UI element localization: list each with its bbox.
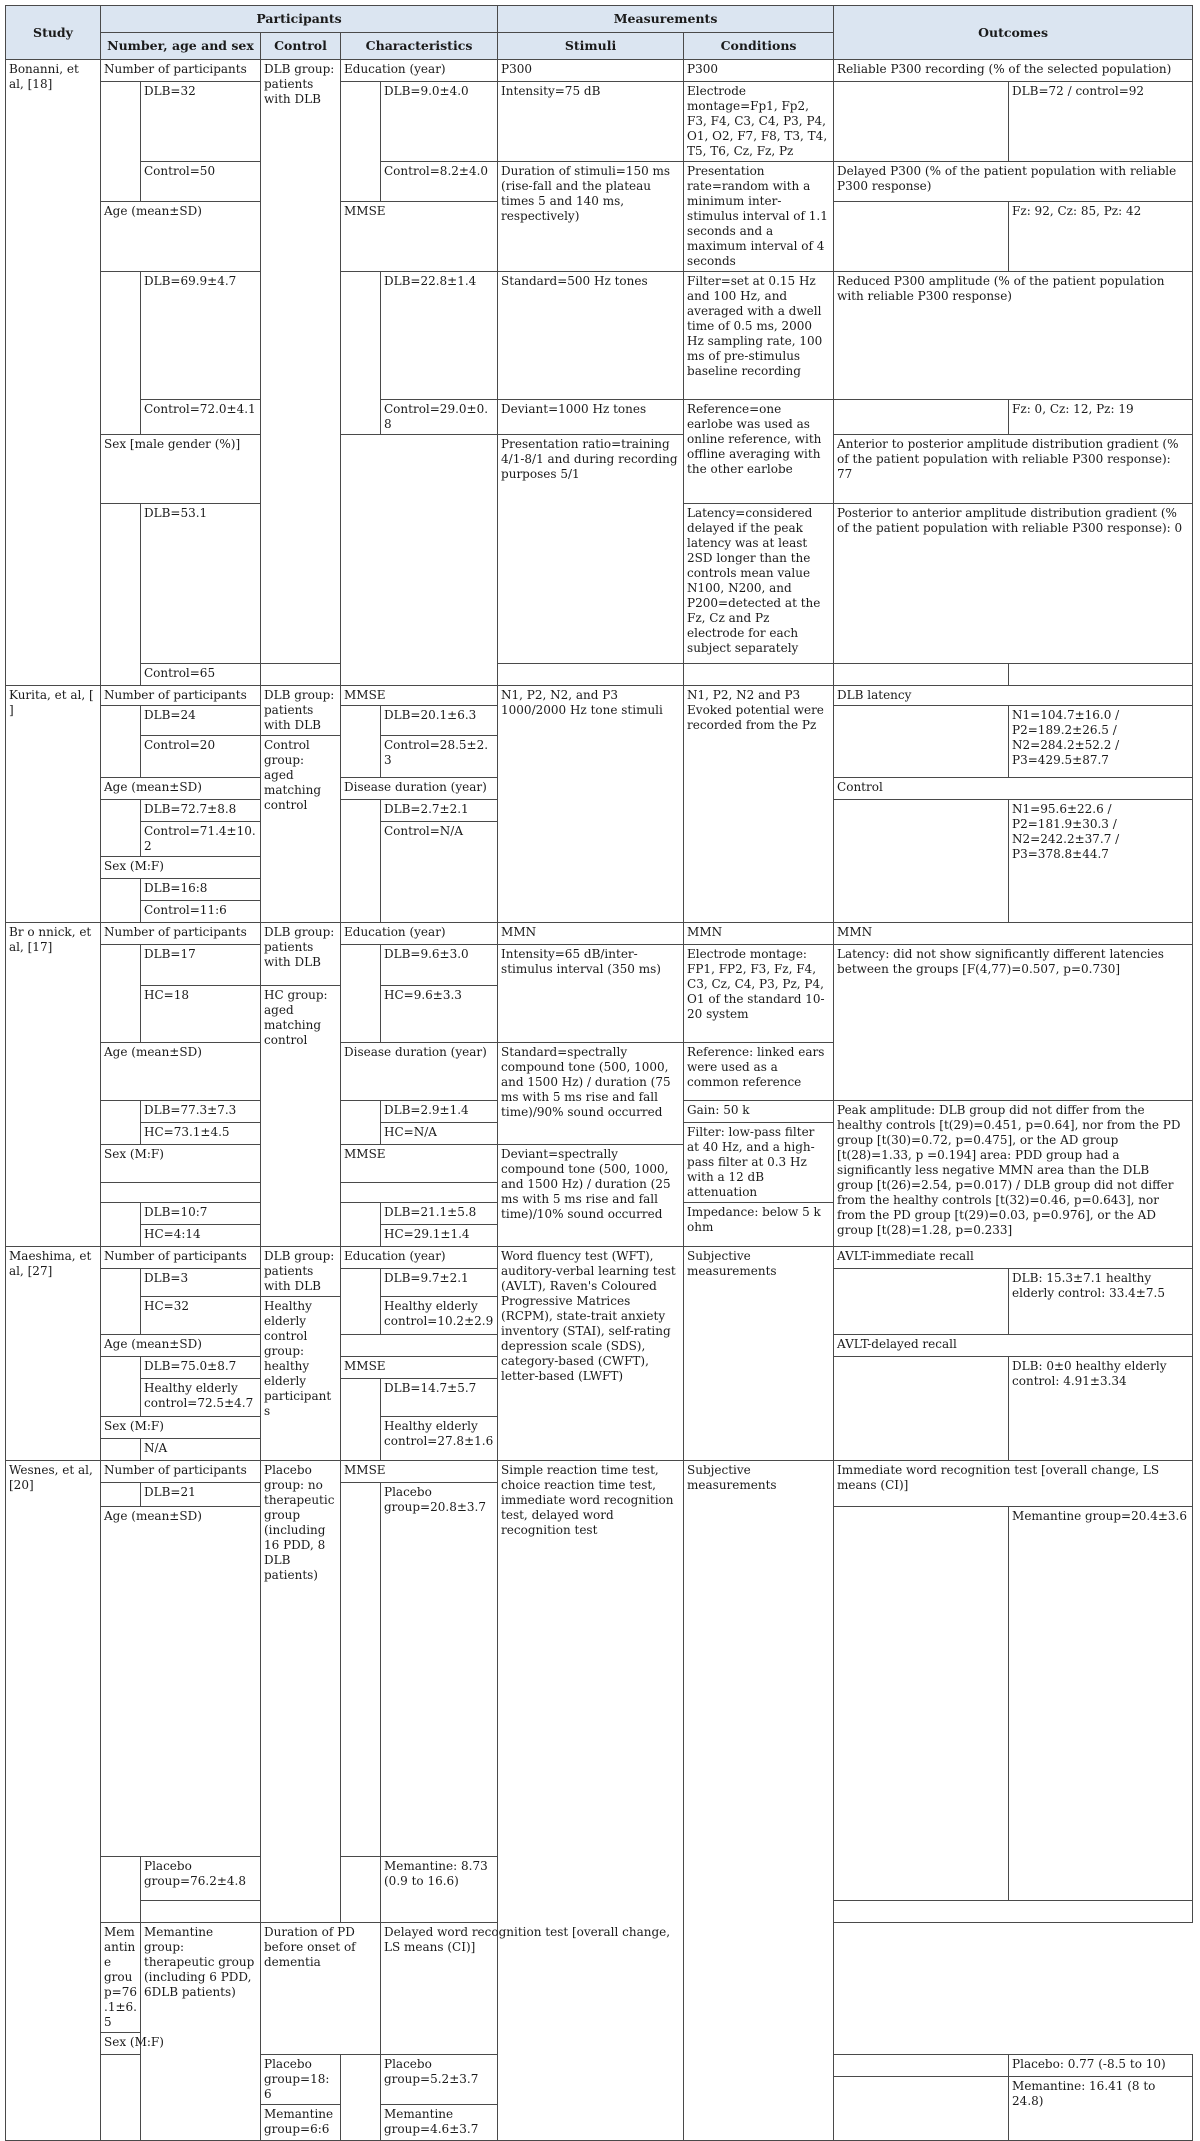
characteristics-cell: Education (year) <box>341 923 498 945</box>
characteristics-value: DLB=14.7±5.7 <box>381 1379 498 1417</box>
participants-cell: Number of participants <box>101 60 261 82</box>
participants-value: N/A <box>141 1439 261 1461</box>
characteristics-empty <box>834 1901 1193 1923</box>
participants-value: Control=65 <box>141 664 261 686</box>
control-cell: DLB group: patients with DLB <box>261 686 341 736</box>
participants-value: Memantine group=6:6 <box>261 2105 341 2141</box>
study-cell: Bonanni, et al, [18] <box>6 60 101 686</box>
header-number-age-sex: Number, age and sex <box>101 33 261 60</box>
indent-cell <box>101 82 141 202</box>
characteristics-value: HC=9.6±3.3 <box>381 986 498 1043</box>
conditions-empty <box>684 664 834 686</box>
indent-cell <box>101 1357 141 1417</box>
characteristics-value: DLB=9.0±4.0 <box>381 82 498 162</box>
indent-cell <box>101 1269 141 1335</box>
participants-value: DLB=75.0±8.7 <box>141 1357 261 1379</box>
participants-value: HC=18 <box>141 986 261 1043</box>
participants-value: DLB=53.1 <box>141 504 261 664</box>
characteristics-value: Healthy elderly control=27.8±1.6 <box>381 1417 498 1461</box>
characteristics-cell: MMSE <box>341 202 498 272</box>
outcome-indent <box>834 400 1009 435</box>
participants-value: DLB=77.3±7.3 <box>141 1101 261 1123</box>
header-measurements: Measurements <box>498 6 834 33</box>
header-participants: Participants <box>101 6 498 33</box>
participants-cell: Number of participants <box>101 1461 261 1483</box>
participants-value: HC=32 <box>141 1297 261 1335</box>
stimuli-cell: Standard=spectrally compound tone (500, 1000, and 1500 Hz) / duration (75 ms with 5 ms rise and fall time)/90% sound occurred <box>498 1043 684 1145</box>
characteristics-cell: Disease duration (year) <box>341 1043 498 1101</box>
control-cell: Control group: aged matching control <box>261 736 341 923</box>
indent-cell <box>101 879 141 923</box>
characteristics-cell: Duration of PD before onset of dementia <box>261 1923 381 2055</box>
outcome-indent <box>834 1357 1009 1461</box>
control-cell: Memantine group: therapeutic group (including 6 PDD, 6DLB patients) <box>141 1923 261 2141</box>
characteristics-value: DLB=21.1±5.8 <box>381 1203 498 1225</box>
outcome-empty <box>1009 664 1193 686</box>
stimuli-cell: Standard=500 Hz tones <box>498 272 684 400</box>
header-characteristics: Characteristics <box>341 33 498 60</box>
characteristics-value: Control=N/A <box>381 822 498 923</box>
participants-value: DLB=3 <box>141 1269 261 1297</box>
participants-value: Control=11:6 <box>141 901 261 923</box>
participants-value: HC=4:14 <box>141 1225 261 1247</box>
characteristics-cell: MMSE <box>341 1461 498 1483</box>
participants-value: Control=20 <box>141 736 261 778</box>
participants-value: Control=72.0±4.1 <box>141 400 261 435</box>
participants-value: Placebo group=18:6 <box>261 2055 341 2105</box>
characteristics-value: DLB=9.6±3.0 <box>381 945 498 986</box>
outcome-indent <box>834 2055 1009 2077</box>
indent-cell <box>101 1857 141 1923</box>
outcome-cell: AVLT-immediate recall <box>834 1247 1193 1269</box>
indent-cell <box>101 1203 141 1247</box>
conditions-cell: Presentation rate=random with a minimum inter-stimulus interval of 1.1 seconds and a maximum interval of 4 seconds <box>684 162 834 272</box>
characteristics-value: Memantine group=4.6±3.7 <box>381 2105 498 2141</box>
conditions-cell: Subjective measurements <box>684 1461 834 2141</box>
indent-cell <box>341 1379 381 1461</box>
participants-cell: Sex (M:F) <box>101 857 261 879</box>
participants-value: Memantine group=76.1±6.5 <box>101 1923 141 2033</box>
control-empty <box>261 664 341 686</box>
indent-cell <box>101 706 141 778</box>
indent-cell <box>341 1483 381 1857</box>
outcome-indent <box>834 664 1009 686</box>
indent-cell <box>101 1439 141 1461</box>
stimuli-empty <box>498 664 684 686</box>
outcome-cell: Control <box>834 778 1193 800</box>
characteristics-value: DLB=22.8±1.4 <box>381 272 498 400</box>
indent-cell <box>341 82 381 202</box>
characteristics-value: Control=29.0±0.8 <box>381 400 498 435</box>
participants-cell: Age (mean±SD) <box>101 1507 261 1857</box>
header-outcomes: Outcomes <box>834 6 1193 60</box>
conditions-cell: Reference: linked ears were used as a common reference <box>684 1043 834 1101</box>
participants-empty <box>141 1901 261 1923</box>
outcome-indent <box>341 1857 381 1923</box>
participants-cell: Number of participants <box>101 686 261 706</box>
indent-cell <box>341 800 381 923</box>
characteristics-value: Placebo group=5.2±3.7 <box>381 2055 498 2105</box>
outcome-indent <box>834 706 1009 778</box>
characteristics-cell: Disease duration (year) <box>341 778 498 800</box>
participants-cell: Age (mean±SD) <box>101 1335 261 1357</box>
outcome-value: N1=95.6±22.6 / P2=181.9±30.3 / N2=242.2±37.7 / P3=378.8±44.7 <box>1009 800 1193 923</box>
stimuli-cell: Presentation ratio=training 4/1-8/1 and during recording purposes 5/1 <box>498 435 684 664</box>
outcome-value: Placebo: 0.77 (-8.5 to 10) <box>1009 2055 1193 2077</box>
indent-cell <box>101 1101 141 1145</box>
participants-value: Control=71.4±10.2 <box>141 822 261 857</box>
participants-value: DLB=17 <box>141 945 261 986</box>
outcome-cell: Peak amplitude: DLB group did not differ from the healthy controls [t(29)=0.451, p=0.64], nor from the PD group [t(30)=0.72, p=0.475], or the AD group [t(28)=1.33, p =0.194] area: PDD group had a significantly less negative MMN area than the DLB group [t(26)=2.54, p=0.017) / DLB group did not differ from the healthy controls [t(32)=0.46, p=0.643], nor from the PD group [t(29)=0.03, p=0.976], or the AD group [t(28)=1.28, p=0.233] <box>834 1101 1193 1247</box>
characteristics-cell: MMSE <box>341 1357 498 1379</box>
stimuli-cell: Word fluency test (WFT), auditory-verbal learning test (AVLT), Raven's Coloured Progressive Matrices (RCPM), state-trait anxiety inventory (STAI), self-rating depression scale (SDS), category-based (CWFT), letter-based (LWFT) <box>498 1247 684 1461</box>
characteristics-empty <box>341 1335 498 1357</box>
conditions-cell: MMN <box>684 923 834 945</box>
indent-cell <box>101 1483 141 1507</box>
participants-value: DLB=21 <box>141 1483 261 1507</box>
outcome-value: Fz: 92, Cz: 85, Pz: 42 <box>1009 202 1193 272</box>
conditions-cell: Gain: 50 k <box>684 1101 834 1123</box>
conditions-cell: Filter: low-pass filter at 40 Hz, and a high-pass filter at 0.3 Hz with a 12 dB attenuation <box>684 1123 834 1203</box>
conditions-cell: Filter=set at 0.15 Hz and 100 Hz, and averaged with a dwell time of 0.5 ms, 2000 Hz sampling rate, 100 ms of pre-stimulus baseline recording <box>684 272 834 400</box>
outcome-value: DLB: 0±0 healthy elderly control: 4.91±3.34 <box>1009 1357 1193 1461</box>
characteristics-value: Memantine group=20.4±3.6 <box>1009 1507 1193 1901</box>
participants-cell: Age (mean±SD) <box>101 1043 261 1101</box>
conditions-cell: P300 <box>684 60 834 82</box>
characteristics-cell: MMSE <box>341 1145 498 1183</box>
participants-value: DLB=32 <box>141 82 261 162</box>
characteristics-value: DLB=2.7±2.1 <box>381 800 498 822</box>
indent-cell <box>341 706 381 778</box>
participants-value: HC=73.1±4.5 <box>141 1123 261 1145</box>
outcome-value: Memantine: 8.73 (0.9 to 16.6) <box>381 1857 498 1923</box>
conditions-cell: Latency=considered delayed if the peak latency was at least 2SD longer than the controls mean value N100, N200, and P200=detected at the Fz, Cz and Pz electrode for each subject separately <box>684 504 834 664</box>
study-cell: Kurita, et al, [ ] <box>6 686 101 923</box>
conditions-cell: Reference=one earlobe was used as online reference, with offline averaging with the other earlobe <box>684 400 834 504</box>
outcome-cell: DLB latency <box>834 686 1193 706</box>
conditions-cell: Impedance: below 5 k ohm <box>684 1203 834 1247</box>
stimuli-cell: P300 <box>498 60 684 82</box>
conditions-cell: Electrode montage=Fp1, Fp2, F3, F4, C3, C4, P3, P4, O1, O2, F7, F8, T3, T4, T5, T6, Cz, Fz, Pz <box>684 82 834 162</box>
characteristics-value: Control=8.2±4.0 <box>381 162 498 202</box>
characteristics-value: HC=N/A <box>381 1123 498 1145</box>
participants-value: DLB=24 <box>141 706 261 736</box>
stimuli-cell: Deviant=spectrally compound tone (500, 1000, and 1500 Hz) / duration (25 ms with 5 ms rise and fall time)/10% sound occurred <box>498 1145 684 1247</box>
conditions-cell: N1, P2, N2 and P3 Evoked potential were recorded from the Pz <box>684 686 834 923</box>
outcome-cell: Reduced P300 amplitude (% of the patient population with reliable P300 response) <box>834 272 1193 400</box>
characteristics-value: DLB=2.9±1.4 <box>381 1101 498 1123</box>
characteristics-cell: MMSE <box>341 686 498 706</box>
header-study: Study <box>6 6 101 60</box>
outcome-value: Fz: 0, Cz: 12, Pz: 19 <box>1009 400 1193 435</box>
control-cell: Healthy elderly control group: healthy elderly participants <box>261 1297 341 1461</box>
characteristics-value: Control=28.5±2.3 <box>381 736 498 778</box>
study-cell: Maeshima, et al, [27] <box>6 1247 101 1461</box>
indent-cell <box>834 1507 1009 1901</box>
indent-cell <box>341 1203 381 1247</box>
characteristics-cell: Education (year) <box>341 1247 498 1269</box>
stimuli-cell: Deviant=1000 Hz tones <box>498 400 684 435</box>
conditions-cell: Electrode montage: FP1, FP2, F3, Fz, F4, C3, Cz, C4, P3, Pz, P4, O1 of the standard 10-20 system <box>684 945 834 1043</box>
control-cell: HC group: aged matching control <box>261 986 341 1247</box>
characteristics-value: HC=29.1±1.4 <box>381 1225 498 1247</box>
participants-cell: Number of participants <box>101 923 261 945</box>
participants-cell: Age (mean±SD) <box>101 778 261 800</box>
characteristics-empty <box>341 1183 498 1203</box>
characteristics-value: DLB=20.1±6.3 <box>381 706 498 736</box>
stimuli-cell: Simple reaction time test, choice reaction time test, immediate word recognition test, delayed word recognition test <box>498 1461 684 2141</box>
outcome-cell: Delayed word recognition test [overall change, LS means (CI)] <box>381 1923 684 2055</box>
outcome-cell: Immediate word recognition test [overall change, LS means (CI)] <box>834 1461 1193 1507</box>
study-table <box>5 5 1193 2141</box>
header-stimuli: Stimuli <box>498 33 684 60</box>
stimuli-cell: Intensity=75 dB <box>498 82 684 162</box>
indent-cell <box>101 272 141 435</box>
outcome-value: DLB: 15.3±7.1 healthy elderly control: 33.4±7.5 <box>1009 1269 1193 1335</box>
header-conditions: Conditions <box>684 33 834 60</box>
participants-empty <box>101 1183 261 1203</box>
outcome-value: N1=104.7±16.0 / P2=189.2±26.5 / N2=284.2±52.2 / P3=429.5±87.7 <box>1009 706 1193 778</box>
indent-cell <box>101 2055 141 2141</box>
participants-cell: Sex (M:F) <box>101 1417 261 1439</box>
participants-cell: Age (mean±SD) <box>101 202 261 272</box>
characteristics-value: DLB=9.7±2.1 <box>381 1269 498 1297</box>
outcome-indent <box>834 202 1009 272</box>
indent-cell <box>101 945 141 1043</box>
participants-value: DLB=16:8 <box>141 879 261 901</box>
stimuli-cell: N1, P2, N2, and P3 1000/2000 Hz tone stimuli <box>498 686 684 923</box>
characteristics-cell: Education (year) <box>341 60 498 82</box>
participants-cell: Number of participants <box>101 1247 261 1269</box>
outcome-cell: MMN <box>834 923 1193 945</box>
characteristics-value: Healthy elderly control=10.2±2.9 <box>381 1297 498 1335</box>
outcome-indent <box>834 82 1009 162</box>
characteristics-value: Placebo group=20.8±3.7 <box>381 1483 498 1857</box>
participants-value: DLB=69.9±4.7 <box>141 272 261 400</box>
indent-cell <box>341 272 381 435</box>
outcome-indent <box>834 2077 1009 2141</box>
control-cell: DLB group: patients with DLB <box>261 923 341 986</box>
study-cell: Br o nnick, et al, [17] <box>6 923 101 1247</box>
participants-value: Placebo group=76.2±4.8 <box>141 1857 261 1901</box>
outcome-value: Memantine: 16.41 (8 to 24.8) <box>1009 2077 1193 2141</box>
control-cell: DLB group: patients with DLB <box>261 1247 341 1297</box>
outcome-indent <box>834 1269 1009 1335</box>
characteristics-empty <box>341 435 498 686</box>
outcome-value: DLB=72 / control=92 <box>1009 82 1193 162</box>
indent-cell <box>101 800 141 857</box>
indent-cell <box>341 945 381 1043</box>
outcome-cell: Reliable P300 recording (% of the selected population) <box>834 60 1193 82</box>
participants-cell: Sex (M:F) <box>101 1145 261 1183</box>
stimuli-cell: MMN <box>498 923 684 945</box>
indent-cell <box>341 1269 381 1335</box>
control-cell: DLB group: patients with DLB <box>261 60 341 664</box>
indent-cell <box>101 504 141 686</box>
participants-cell: Sex [male gender (%)] <box>101 435 261 504</box>
indent-cell <box>341 2055 381 2141</box>
participants-value: DLB=10:7 <box>141 1203 261 1225</box>
participants-value: Healthy elderly control=72.5±4.7 <box>141 1379 261 1417</box>
study-cell: Wesnes, et al, [20] <box>6 1461 101 2141</box>
outcome-cell: Latency: did not show significantly different latencies between the groups [F(4,77)=0.507, p=0.730] <box>834 945 1193 1101</box>
conditions-cell: Subjective measurements <box>684 1247 834 1461</box>
header-control: Control <box>261 33 341 60</box>
outcome-indent <box>834 800 1009 923</box>
outcome-cell: AVLT-delayed recall <box>834 1335 1193 1357</box>
participants-value: Control=50 <box>141 162 261 202</box>
control-cell: Placebo group: no therapeutic group (including 16 PDD, 8 DLB patients) <box>261 1461 341 1923</box>
stimuli-cell: Intensity=65 dB/inter-stimulus interval (350 ms) <box>498 945 684 1043</box>
participants-value: DLB=72.7±8.8 <box>141 800 261 822</box>
stimuli-cell: Duration of stimuli=150 ms (rise-fall and the plateau times 5 and 140 ms, respectively) <box>498 162 684 272</box>
outcome-cell: Posterior to anterior amplitude distribution gradient (% of the patient population with reliable P300 response): 0 <box>834 504 1193 664</box>
outcome-cell: Delayed P300 (% of the patient population with reliable P300 response) <box>834 162 1193 202</box>
outcome-cell: Anterior to posterior amplitude distribution gradient (% of the patient population with reliable P300 response): 77 <box>834 435 1193 504</box>
indent-cell <box>341 1101 381 1145</box>
participants-cell: Sex (M:F) <box>101 2033 261 2055</box>
